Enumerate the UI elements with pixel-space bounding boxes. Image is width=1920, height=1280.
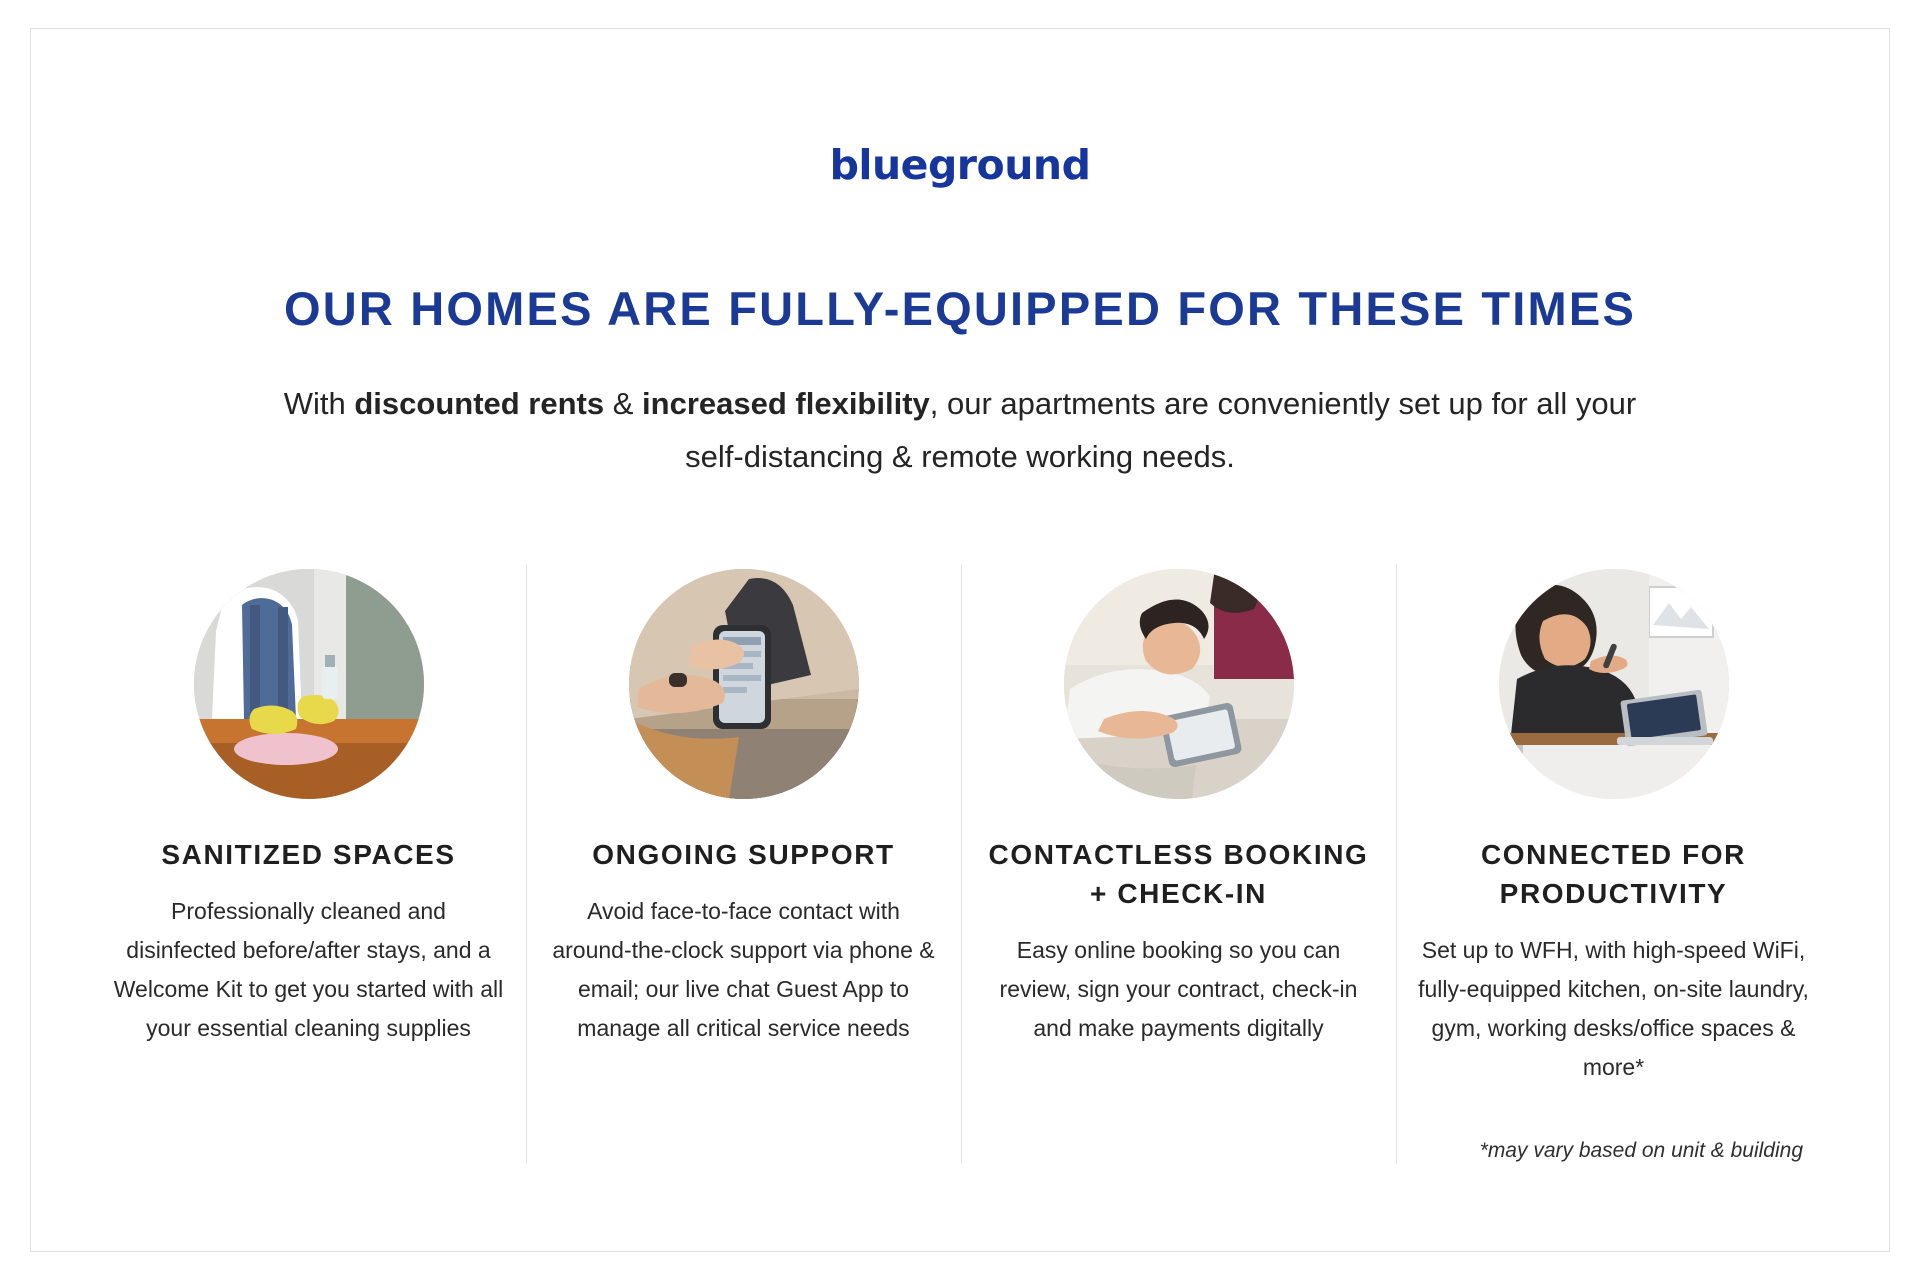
subhead-bold-2: increased flexibility <box>642 386 930 421</box>
footnote: *may vary based on unit & building <box>1479 1139 1803 1162</box>
page-title: OUR HOMES ARE FULLY-EQUIPPED FOR THESE TIMES <box>283 282 1636 335</box>
tablet-booking-photo <box>1064 569 1294 799</box>
subhead-part-3: , our apartments are conveniently set up for all your self-distancing & remote working needs. <box>685 386 1637 474</box>
feature-card <box>961 569 1396 1169</box>
subhead-part-2: & <box>604 386 643 421</box>
brand-logo: blueground <box>829 141 1091 189</box>
poster-frame <box>30 28 1890 1252</box>
card-body: Easy online booking so you can review, sign your contract, check-in and make payments digitally <box>999 937 1358 1041</box>
cleaning-photo <box>194 569 424 799</box>
card-title: ONGOING SUPPORT <box>592 839 895 870</box>
feature-card <box>526 569 961 1169</box>
card-title: CONTACTLESS BOOKING + CHECK-IN <box>988 839 1369 909</box>
subhead-bold-1: discounted rents <box>354 386 605 421</box>
feature-card-list <box>91 569 1831 1169</box>
card-title: CONNECTED FOR PRODUCTIVITY <box>1480 839 1747 909</box>
feature-card <box>1396 569 1831 1169</box>
card-title: SANITIZED SPACES <box>161 839 456 870</box>
card-body: Avoid face-to-face contact with around-the-clock support via phone & email; our live chat Guest App to manage all critical service needs <box>552 898 935 1041</box>
card-body: Professionally cleaned and disinfected before/after stays, and a Welcome Kit to get you started with all your essential cleaning supplies <box>113 898 504 1041</box>
smartphone-support-photo <box>629 569 859 799</box>
feature-card <box>91 569 526 1169</box>
card-body: Set up to WFH, with high-speed WiFi, fully-equipped kitchen, on-site laundry, gym, working desks/office spaces & more* <box>1418 937 1809 1080</box>
subhead-part-1: With <box>283 386 355 421</box>
subheadline <box>260 377 1660 483</box>
laptop-desk-photo <box>1499 569 1729 799</box>
